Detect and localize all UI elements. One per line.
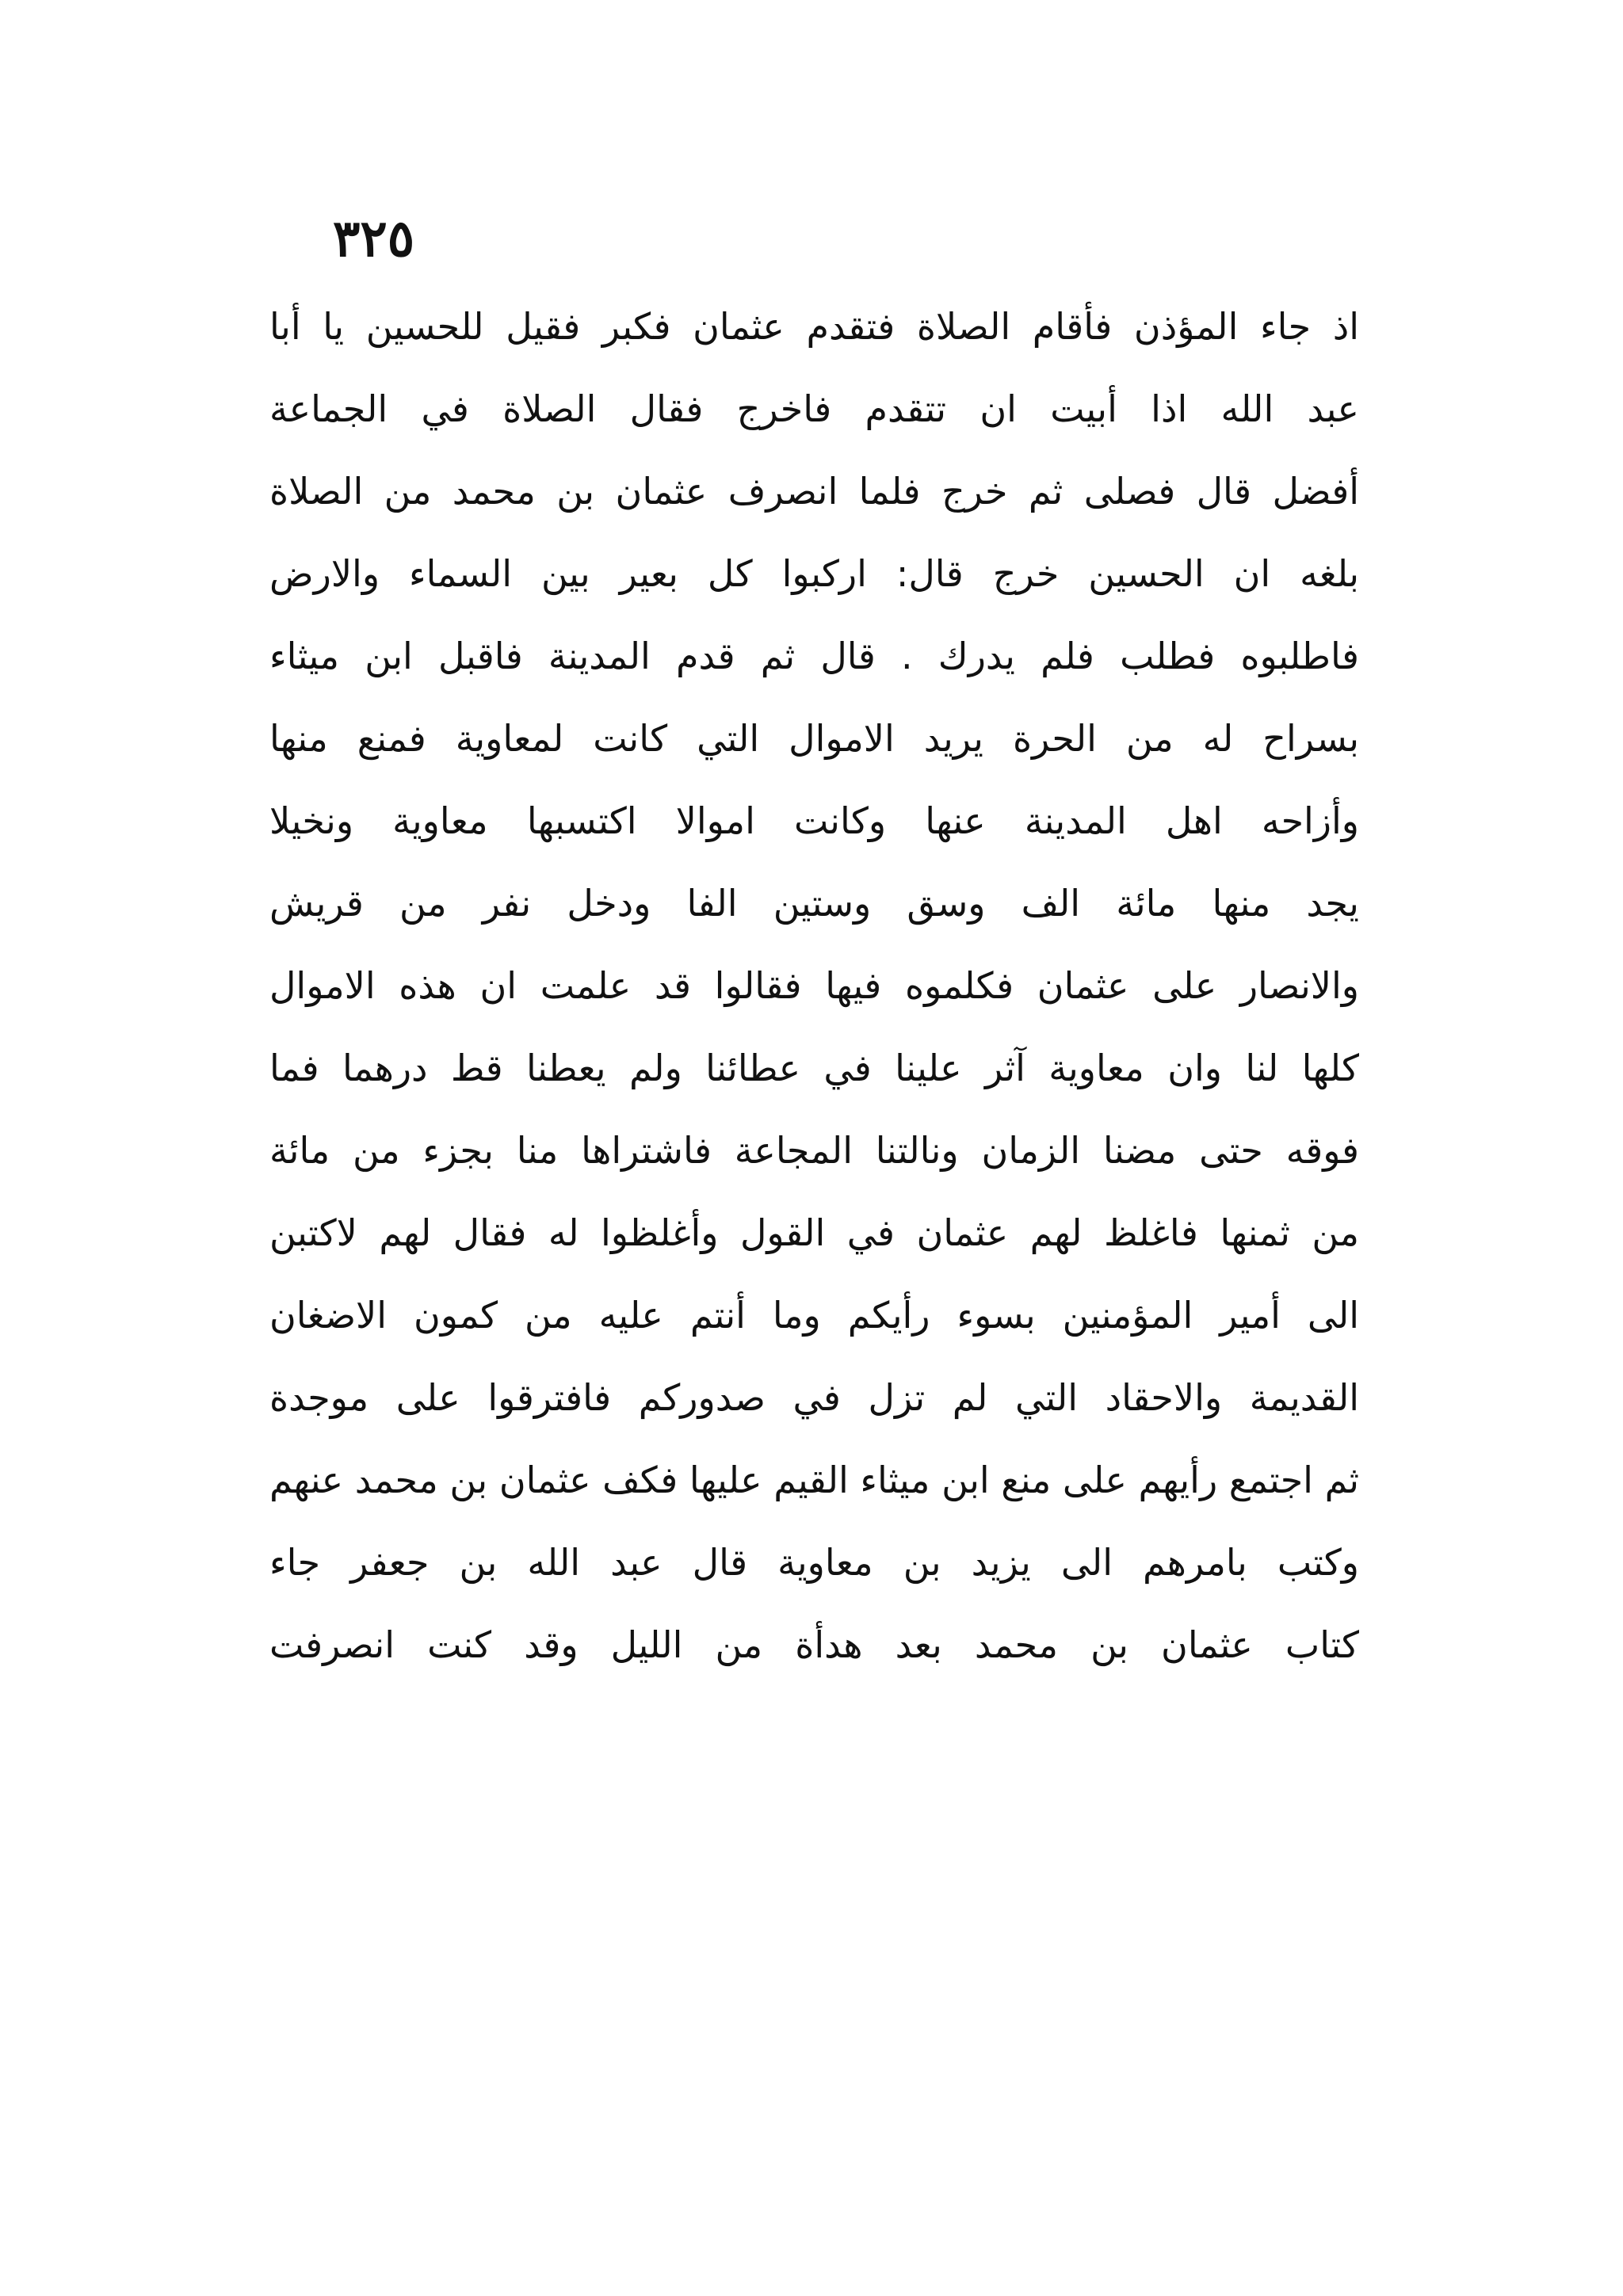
- text-line: من ثمنها فاغلظ لهم عثمان في القول وأغلظوا له فقال لهم لاكتبن: [269, 1211, 1359, 1254]
- text-line: أفضل قال فصلى ثم خرج فلما انصرف عثمان بن محمد من الصلاة: [269, 470, 1359, 513]
- text-block: [269, 285, 1359, 1686]
- text-line: القديمة والاحقاد التي لم تزل في صدوركم فافترقوا على موجدة: [269, 1376, 1359, 1419]
- page-number: ٣٢٥: [333, 209, 415, 269]
- text-line: وأزاحه اهل المدينة عنها وكانت اموالا اكتسبها معاوية ونخيلا: [269, 799, 1359, 842]
- text-line: بسراح له من الحرة يريد الاموال التي كانت لمعاوية فمنع منها: [269, 717, 1359, 760]
- text-line: اذ جاء المؤذن فأقام الصلاة فتقدم عثمان فكبر فقيل للحسين يا أبا: [269, 305, 1359, 348]
- text-line: ثم اجتمع رأيهم على منع ابن ميثاء القيم عليها فكف عثمان بن محمد عنهم: [269, 1459, 1359, 1501]
- text-line: يجد منها مائة الف وسق وستين الفا ودخل نفر من قريش: [269, 882, 1359, 925]
- text-line: فاطلبوه فطلب فلم يدرك . قال ثم قدم المدينة فاقبل ابن ميثاء: [269, 635, 1359, 677]
- text-line: بلغه ان الحسين خرج قال: اركبوا كل بعير بين السماء والارض: [269, 552, 1359, 595]
- text-line: وكتب بامرهم الى يزيد بن معاوية قال عبد الله بن جعفر جاء: [269, 1541, 1359, 1584]
- text-line: عبد الله اذا أبيت ان تتقدم فاخرج فقال الصلاة في الجماعة: [269, 387, 1359, 430]
- text-line: كلها لنا وان معاوية آثر علينا في عطائنا ولم يعطنا قط درهما فما: [269, 1047, 1359, 1089]
- text-line: كتاب عثمان بن محمد بعد هدأة من الليل وقد كنت انصرفت: [269, 1623, 1359, 1666]
- text-line: الى أمير المؤمنين بسوء رأيكم وما أنتم عليه من كمون الاضغان: [269, 1294, 1359, 1337]
- text-line: فوقه حتى مضنا الزمان ونالتنا المجاعة فاشتراها منا بجزء من مائة: [269, 1129, 1359, 1172]
- text-line: والانصار على عثمان فكلموه فيها فقالوا قد علمت ان هذه الاموال: [269, 964, 1359, 1007]
